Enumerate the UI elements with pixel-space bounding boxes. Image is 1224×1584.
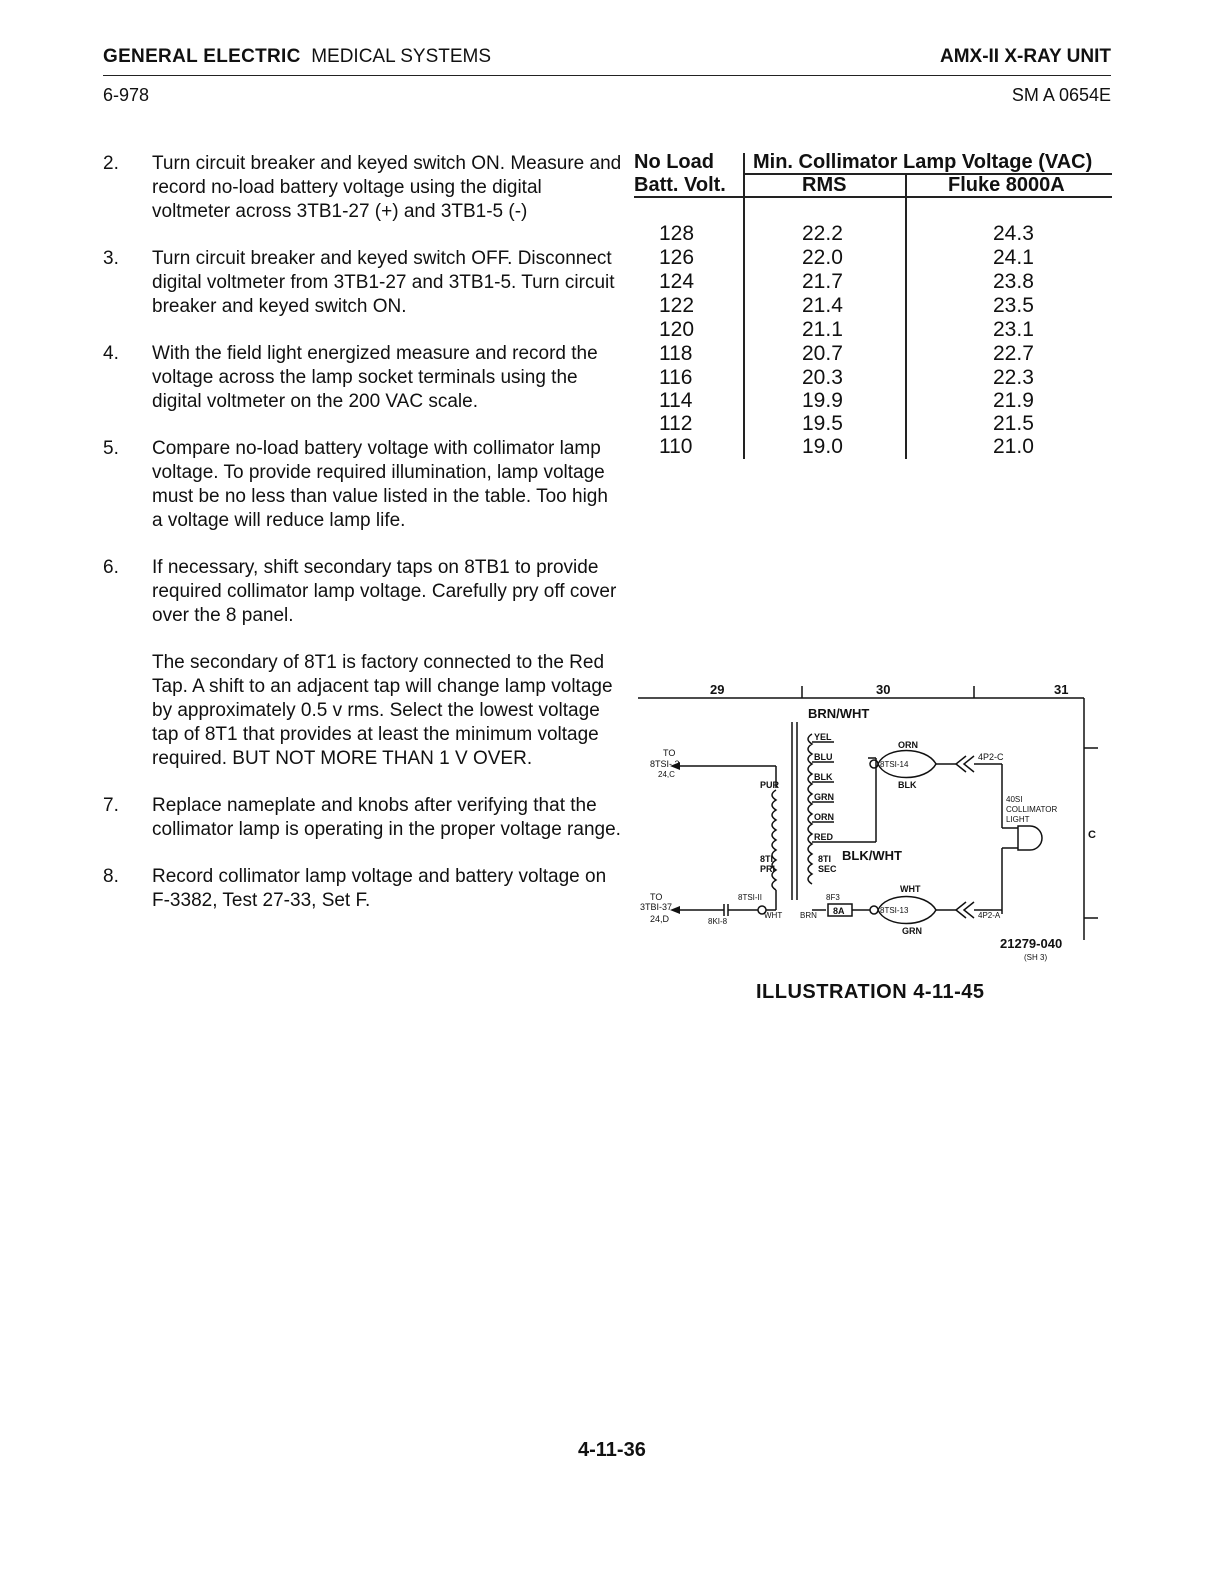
step-number: 4.	[103, 343, 119, 364]
zone-30-label: 30	[876, 682, 891, 697]
drawing-number: 21279-040	[1000, 936, 1063, 951]
ref-24c-label: 24,C	[658, 770, 675, 779]
lamp-name-label-2: LIGHT	[1006, 815, 1030, 824]
cell-batt: 110	[659, 435, 693, 458]
brn-wire-label: BRN	[800, 911, 817, 920]
step-4	[103, 342, 623, 414]
header-company	[103, 46, 491, 68]
cell-rms: 19.9	[802, 389, 843, 412]
zone-29-label: 29	[710, 682, 725, 697]
step-number: 8.	[103, 866, 119, 887]
step-text: Turn circuit breaker and keyed switch ON. Measure and record no-load battery voltage using the digital voltmeter across 3TB1-27 (+) and 3TB1-5 (-)	[152, 153, 622, 222]
cell-batt: 118	[659, 342, 693, 365]
header-company-bold: GENERAL ELECTRIC	[103, 46, 301, 67]
col-fluke-header: Fluke 8000A	[948, 174, 1065, 196]
plug-4p2a	[964, 902, 974, 918]
cell-rms: 21.7	[802, 270, 843, 293]
procedure-steps	[103, 152, 623, 936]
connector-8tsi-13	[870, 906, 878, 914]
cell-batt: 126	[659, 246, 695, 269]
group-header-underline	[744, 173, 1112, 175]
fuse-8f3-label: 8F3	[826, 893, 840, 902]
connector-4p2a-label: 4P2-A	[978, 911, 1001, 920]
schematic-svg	[636, 678, 1098, 968]
primary-pri-label: PRI	[760, 864, 776, 874]
lamp-name-label-1: COLLIMATOR	[1006, 805, 1058, 814]
cell-batt: 122	[659, 294, 695, 317]
step-8	[103, 865, 623, 913]
cell-rms: 22.0	[802, 246, 843, 269]
header-company-rest: MEDICAL SYSTEMS	[311, 46, 492, 67]
connector-8tsi-11-label: 8TSI-II	[738, 893, 763, 902]
cell-fluke: 23.5	[993, 294, 1034, 317]
table-row	[634, 246, 1112, 270]
cell-batt: 114	[659, 389, 693, 412]
wht-wire-label-top: WHT	[900, 884, 921, 894]
group-header: Min. Collimator Lamp Voltage (VAC)	[753, 151, 1093, 173]
step-number: 6.	[103, 557, 119, 578]
step-number: 2.	[103, 153, 119, 174]
cell-rms: 20.3	[802, 366, 843, 389]
connector-8k1-8-label: 8KI-8	[708, 917, 728, 926]
cell-rms: 21.1	[802, 318, 843, 341]
secondary-sec-label: SEC	[818, 864, 837, 874]
to-label-lower: TO	[650, 892, 663, 902]
step-text: Compare no-load battery voltage with collimator lamp voltage. To provide required illumination, lamp voltage must be no less than value listed in the table. Too high a voltage will reduce lamp life.	[152, 438, 608, 531]
primary-coil	[772, 790, 776, 890]
pur-label: PUR	[760, 780, 780, 790]
cell-fluke: 23.8	[993, 270, 1034, 293]
secondary-8t1-label: 8TI	[818, 854, 832, 864]
lamp-bulb	[1018, 826, 1042, 850]
header-doc-date: 6-978	[103, 85, 150, 105]
col-batt-header-line1: No Load	[634, 151, 714, 173]
to-8tsi-2-label: 8TSI- 2	[650, 759, 680, 769]
table-row	[634, 318, 1112, 342]
step-6	[103, 556, 623, 771]
step-text-secondary: The secondary of 8T1 is factory connected to the Red Tap. A shift to an adjacent tap will change lamp voltage by approximately 0.5 v rms. Select the lowest voltage tap of 8T1 that provides at least the minimum voltage required. BUT NOT MORE THAN 1 V OVER.	[152, 652, 613, 769]
header-doc-number: SM A 0654E	[1011, 85, 1111, 105]
cell-rms: 20.7	[802, 342, 843, 365]
cell-fluke: 21.9	[993, 389, 1034, 412]
cell-fluke: 22.7	[993, 342, 1034, 365]
cell-rms: 19.0	[802, 435, 843, 458]
secondary-coil	[808, 734, 812, 884]
step-text: Record collimator lamp voltage and battery voltage on F-3382, Test 27-33, Set F.	[152, 866, 607, 911]
cell-batt: 128	[659, 222, 695, 245]
cell-batt: 112	[659, 412, 693, 435]
cell-fluke: 23.1	[993, 318, 1034, 341]
step-number: 5.	[103, 438, 119, 459]
page-number: 4-11-36	[578, 1439, 646, 1461]
illustration-caption: ILLUSTRATION 4-11-45	[756, 981, 985, 1003]
step-7	[103, 794, 623, 842]
cell-rms: 19.5	[802, 412, 843, 435]
cell-rms: 21.4	[802, 294, 843, 317]
table-row	[634, 389, 1112, 413]
collimator-lamp-schematic	[636, 678, 1098, 968]
blk-wire-label: BLK	[898, 780, 917, 790]
connector-8tsi-14-label: 8TSI-14	[880, 760, 909, 769]
tap-grn-label: GRN	[814, 792, 834, 802]
header-product: AMX-II X-RAY UNIT	[939, 46, 1111, 67]
cell-batt: 120	[659, 318, 695, 341]
header-rule	[103, 75, 1111, 76]
step-text: Turn circuit breaker and keyed switch OFF. Disconnect digital voltmeter from 3TB1-27 and 3TB1-5. Turn circuit breaker and keyed switch ON.	[152, 248, 615, 317]
cell-fluke: 22.3	[993, 366, 1034, 389]
lamp-ref-label: 40SI	[1006, 795, 1023, 804]
step-3	[103, 247, 623, 319]
step-text: Replace nameplate and knobs after verifying that the collimator lamp is operating in the proper voltage range.	[152, 795, 621, 840]
step-5	[103, 437, 623, 533]
tap-blk-label: BLK	[814, 772, 833, 782]
primary-8t1-label: 8TI	[760, 854, 774, 864]
table-row	[634, 366, 1112, 390]
col-rms-header: RMS	[802, 174, 847, 196]
step-text: With the field light energized measure and record the voltage across the lamp socket terminals using the digital voltmeter on the 200 VAC scale.	[152, 343, 598, 412]
table-row	[634, 294, 1112, 318]
step-text-block	[152, 556, 622, 771]
to-3tb1-37-label: 3TBI-37	[640, 902, 673, 912]
blk-wht-label: BLK/WHT	[842, 848, 902, 863]
col-batt-header-line2: Batt. Volt.	[634, 174, 726, 196]
zone-c-label: C	[1088, 829, 1096, 841]
connector-8tsi-14	[870, 760, 878, 768]
zone-31-label: 31	[1054, 682, 1069, 697]
cell-fluke: 24.1	[993, 246, 1034, 269]
cell-batt: 124	[659, 270, 695, 293]
table-row	[634, 222, 1112, 246]
step-text: If necessary, shift secondary taps on 8TB1 to provide required collimator lamp voltage. Carefully pry off cover over the 8 panel.	[152, 557, 617, 626]
table-row	[634, 342, 1112, 366]
wht-wire-label-low: WHT	[764, 911, 783, 920]
step-number: 7.	[103, 795, 119, 816]
plug-4p2c	[964, 756, 974, 772]
sheet-label: (SH 3)	[1024, 953, 1048, 962]
connector-8tsi-13-label: 8TSI-13	[880, 906, 909, 915]
cell-fluke: 21.5	[993, 412, 1034, 435]
cell-fluke: 24.3	[993, 222, 1034, 245]
step-2	[103, 152, 623, 224]
tap-orn-label: ORN	[814, 812, 834, 822]
cell-batt: 116	[659, 366, 693, 389]
tap-blu-label: BLU	[814, 752, 833, 762]
table-row	[634, 270, 1112, 294]
connector-4p2c-label: 4P2-C	[978, 752, 1004, 762]
step-number: 3.	[103, 248, 119, 269]
ref-24d-label: 24,D	[650, 914, 670, 924]
cell-rms: 22.2	[802, 222, 843, 245]
cell-fluke: 21.0	[993, 435, 1034, 458]
table-row	[634, 435, 1112, 459]
tap-red-label: RED	[814, 832, 834, 842]
brn-wht-label: BRN/WHT	[808, 706, 870, 721]
to-label-upper: TO	[663, 748, 676, 758]
header-underline	[634, 196, 1112, 198]
table-row	[634, 412, 1112, 436]
orn-wire-label: ORN	[898, 740, 918, 750]
fuse-rating-label: 8A	[833, 906, 845, 916]
tap-yel-label: YEL	[814, 732, 832, 742]
grn-wire-label: GRN	[902, 926, 922, 936]
